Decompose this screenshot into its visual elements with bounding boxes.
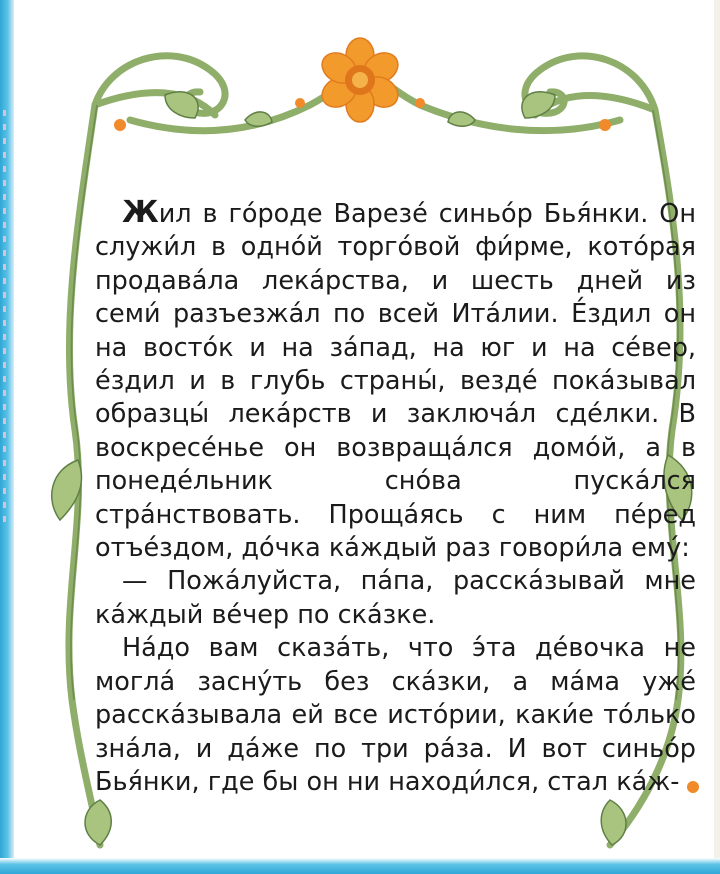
story-paragraph-1 — [95, 196, 696, 565]
flower-ornament — [317, 38, 404, 122]
story-paragraph-3: На́до вам сказа́ть, что э́та де́вочка не могла́ засну́ть без ска́зки, а ма́ма уже́ расска́зывала ей все исто́рии, каки́е то́лько зна́ла, и да́же по три ра́за. И вот синьо́р Бья́нки, где бы он ни находи́лся, стал ка́ж- — [95, 633, 696, 797]
story-text-block — [95, 196, 696, 799]
berry — [114, 119, 126, 131]
leaf-bottom-right — [601, 800, 626, 845]
story-paragraph-1-text: ил в го́роде Варезе́ синьо́р Бья́нки. Он служи́л в одно́й торго́вой фи́рме, кото́рая продава́ла лека́рства, и шесть дней из семи́ разъезжа́л по всей Ита́лии. Е́здил он на восто́к и на за́пад, на юг и на се́вер, е́здил и в глубь страны́, везде́ пока́зывал образцы́ лека́рств и заключа́л сде́лки. В воскресе́нье он возвраща́лся домо́й, а в понеде́льник сно́ва пуска́лся стра́нствовать. Проща́ясь с ним пе́ред отъе́здом, до́чка ка́ждый раз говори́ла ему́: — [95, 199, 696, 564]
drop-cap: Ж — [122, 195, 159, 230]
story-paragraph-2: — Пожа́луйста, па́па, расска́зывай мне ка́ждый ве́чер по ска́зке. — [95, 566, 696, 630]
leaf-top-left — [165, 92, 198, 118]
